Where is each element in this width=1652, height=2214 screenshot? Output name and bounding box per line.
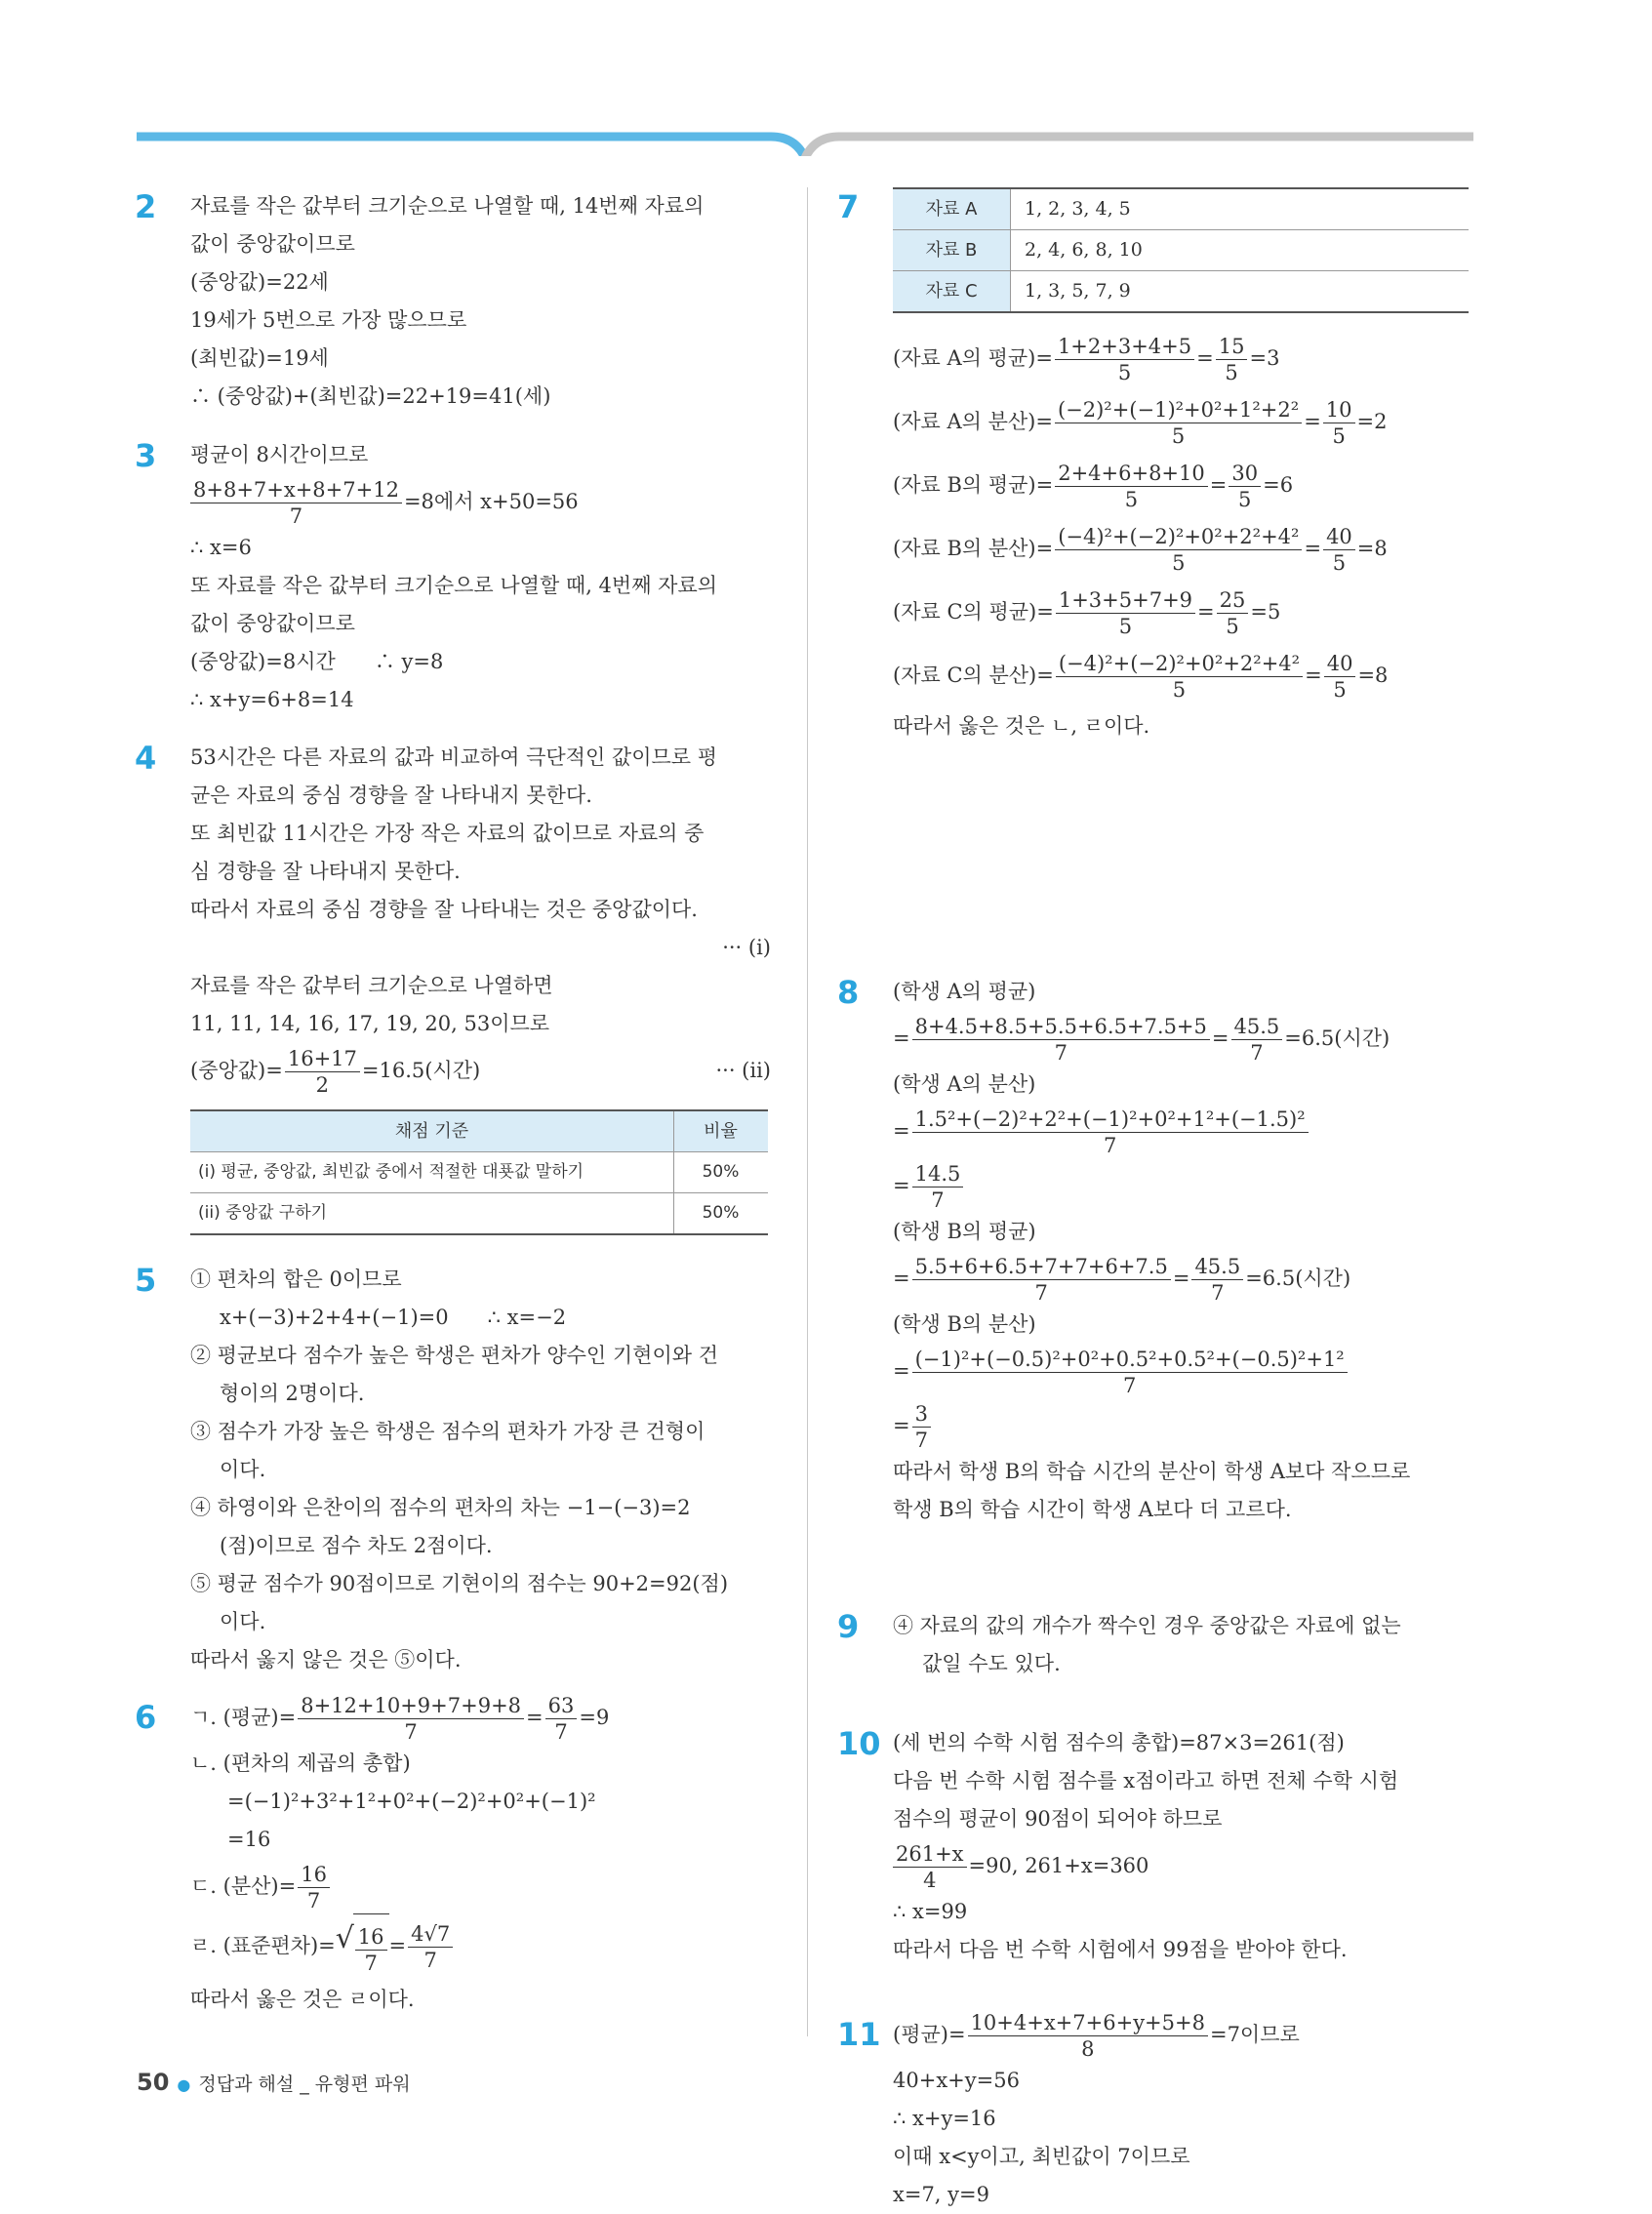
bullet-icon: ● xyxy=(177,2075,191,2094)
table-cell: 자료 B xyxy=(893,230,1011,271)
text-line: 이때 x<y이고, 최빈값이 7이므로 xyxy=(893,2145,1190,2168)
table-cell: 50% xyxy=(674,1193,769,1235)
text-line: 자료를 작은 값부터 크기순으로 나열할 때, 14번째 자료의 xyxy=(190,194,705,218)
equation-line: $\frac{261+x}{4}$ =90, 261+x=360 xyxy=(893,1838,1473,1893)
solution-7 xyxy=(839,187,1473,745)
solution-11 xyxy=(839,2007,1473,2214)
text-line: (점)이므로 점수 차도 2점이다. xyxy=(220,1534,493,1557)
text-line: 심 경향을 잘 나타내지 못한다. xyxy=(190,860,461,883)
text-line: (학생 A의 평균) xyxy=(893,980,1036,1003)
text-line: 따라서 자료의 중심 경향을 잘 나타내는 것은 중앙값이다. xyxy=(190,898,698,921)
step-marker: ··· (ii) xyxy=(715,1059,771,1082)
text-line: ∴ x=99 xyxy=(893,1900,968,1923)
text-line: 이다. xyxy=(220,1458,266,1481)
table-row xyxy=(893,188,1469,230)
solution-5 xyxy=(137,1261,771,1679)
equation-line: = $\frac{14.5}{7}$ xyxy=(893,1158,1473,1213)
table-row xyxy=(190,1193,768,1235)
problem-number: 4 xyxy=(135,740,157,777)
solution-4 xyxy=(137,739,771,1235)
problem-number: 2 xyxy=(135,188,157,225)
column-divider xyxy=(807,187,808,2036)
text-line: 값일 수도 있다. xyxy=(922,1652,1061,1675)
text-line: 점수의 평균이 90점이 되어야 하므로 xyxy=(893,1807,1223,1831)
fraction: $\frac{\text{(−4)²+(−2)²+0²+2²+4²}}{5}$ xyxy=(1055,524,1302,576)
fraction: $\frac{8+12+10+9+7+9+8}{7}$ xyxy=(298,1693,524,1745)
text-line: (세 번의 수학 시험 점수의 총합)=87×3=261(점) xyxy=(893,1731,1345,1754)
text-line: (중앙값)=8시간 ∴ y=8 xyxy=(190,650,444,673)
text-line: 자료를 작은 값부터 크기순으로 나열하면 xyxy=(190,974,553,997)
fraction: $\frac{1+2+3+4+5}{5}$ xyxy=(1055,334,1194,385)
page-footer xyxy=(137,2069,411,2096)
fraction: $\frac{45.5}{7}$ xyxy=(1231,1014,1283,1066)
text-line: 따라서 옳은 것은 ㄴ, ㄹ이다. xyxy=(893,714,1150,738)
equation-line: (자료 C의 분산)= $\frac{\text{(−4)²+(−2)²+0²+2²+4²}}{5}$ = $\frac{40}{5}$ =8 xyxy=(893,652,1389,702)
table-cell: 1, 2, 3, 4, 5 xyxy=(1011,188,1470,230)
text-line: 값이 중앙값이므로 xyxy=(190,232,355,256)
text-line: ⑤ 평균 점수가 90점이므로 기현이의 점수는 90+2=92(점) xyxy=(190,1572,729,1595)
text-line: (최빈값)=19세 xyxy=(190,346,329,370)
equation-line: (자료 C의 평균)= $\frac{1+3+5+7+9}{5}$ = $\frac{25}{5}$ =5 xyxy=(893,588,1281,638)
problem-number: 9 xyxy=(837,1608,860,1645)
text-line: ∴ x+y=16 xyxy=(893,2107,996,2130)
text-line: 따라서 다음 번 수학 시험에서 99점을 받아야 한다. xyxy=(893,1938,1348,1961)
equation-line: (자료 B의 분산)= $\frac{\text{(−4)²+(−2)²+0²+2²+4²}}{5}$ = $\frac{40}{5}$ =8 xyxy=(893,525,1388,575)
solution-2 xyxy=(137,187,771,416)
table-cell: 50% xyxy=(674,1152,769,1193)
problem-number: 6 xyxy=(135,1699,157,1736)
fraction: $\frac{1+3+5+7+9}{5}$ xyxy=(1056,587,1195,639)
table-cell: 자료 C xyxy=(893,271,1011,313)
text-line: 19세가 5번으로 가장 많으므로 xyxy=(190,308,467,332)
table-cell: (ii) 중앙값 구하기 xyxy=(190,1193,674,1235)
equation-line: = $\frac{5.5+6+6.5+7+7+6+7.5}{7}$ = $\frac{45.5}{7}$ =6.5(시간) xyxy=(893,1255,1351,1305)
text-line: =16 xyxy=(227,1828,271,1851)
text-line: ③ 점수가 가장 높은 학생은 점수의 편차가 가장 큰 건형이 xyxy=(190,1420,705,1443)
text-line: 학생 B의 학습 시간이 학생 A보다 더 고르다. xyxy=(893,1498,1292,1521)
text-line: (학생 B의 분산) xyxy=(893,1312,1036,1336)
fraction: $\frac{16}{7}$ xyxy=(298,1862,330,1913)
text-line: 형이의 2명이다. xyxy=(220,1382,365,1405)
table-row xyxy=(893,271,1469,313)
problem-number: 10 xyxy=(837,1725,881,1762)
equation-line: (중앙값)= $\frac{16+17}{2}$ =16.5(시간) ··· (ii) xyxy=(190,1043,771,1098)
problem-number: 3 xyxy=(135,437,157,474)
fraction: $\frac{\text{(−2)²+(−1)²+0²+1²+2²}}{5}$ xyxy=(1055,397,1302,449)
fraction: $\frac{10}{5}$ xyxy=(1323,397,1355,449)
fraction: $\frac{\text{(−1)²+(−0.5)²+0²+0.5²+0.5²+(−0.5)²+1²}}{7}$ xyxy=(912,1347,1348,1398)
equation-line: (자료 A의 분산)= $\frac{\text{(−2)²+(−1)²+0²+1²+2²}}{5}$ = $\frac{10}{5}$ =2 xyxy=(893,398,1388,448)
table-cell: 2, 4, 6, 8, 10 xyxy=(1011,230,1470,271)
step-marker: ··· (i) xyxy=(722,936,771,959)
text-line: 다음 번 수학 시험 점수를 x점이라고 하면 전체 수학 시험 xyxy=(893,1769,1399,1792)
text-line: 53시간은 다른 자료의 값과 비교하여 극단적인 값이므로 평 xyxy=(190,745,718,769)
text-line: ① 편차의 합은 0이므로 xyxy=(190,1268,402,1291)
equation-line: (평균)= $\frac{10+4+x+7+6+y+5+8}{8}$ =7이므로 xyxy=(893,2011,1300,2061)
text-line: 평균이 8시간이므로 xyxy=(190,443,369,466)
text-line: ㄴ. (편차의 제곱의 총합) xyxy=(190,1751,411,1775)
fraction: $\frac{\text{(−4)²+(−2)²+0²+2²+4²}}{5}$ xyxy=(1056,651,1303,703)
solution-9 xyxy=(839,1607,1473,1683)
header-bar xyxy=(0,0,1652,156)
text-line: ④ 자료의 값의 개수가 짝수인 경우 중앙값은 자료에 없는 xyxy=(893,1614,1401,1637)
text-line: ∴ (중앙값)+(최빈값)=22+19=41(세) xyxy=(190,384,551,408)
solution-8 xyxy=(839,973,1473,1529)
problem-number: 8 xyxy=(837,974,860,1011)
equation-line: ㄱ. (평균)= $\frac{8+12+10+9+7+9+8}{7}$ = $\frac{63}{7}$ =9 xyxy=(190,1694,610,1744)
text-line: 11, 11, 14, 16, 17, 19, 20, 53이므로 xyxy=(190,1012,550,1035)
data-table xyxy=(893,187,1469,313)
fraction: $\frac{40}{5}$ xyxy=(1324,651,1356,703)
square-root xyxy=(336,1913,389,1981)
fraction: $\frac{4√7}{7}$ xyxy=(408,1921,453,1973)
solution-6 xyxy=(137,1690,771,2019)
fraction: $\frac{\text{1.5²+(−2)²+2²+(−1)²+0²+1²+(−1.5)²}}{7}$ xyxy=(912,1107,1309,1158)
equation-line: = $\frac{\text{(−1)²+(−0.5)²+0²+0.5²+0.5²+(−0.5)²+1²}}{7}$ xyxy=(893,1344,1473,1398)
fraction: $\frac{16}{7}$ xyxy=(355,1924,387,1976)
text-line: ∴ x+y=6+8=14 xyxy=(190,688,354,711)
text-line: (중앙값)=22세 xyxy=(190,270,329,294)
equation-line: = $\frac{\text{1.5²+(−2)²+2²+(−1)²+0²+1²+(−1.5)²}}{7}$ xyxy=(893,1104,1473,1158)
text-line: 40+x+y=56 xyxy=(893,2069,1020,2092)
fraction: $\frac{16+17}{2}$ xyxy=(285,1046,360,1098)
text-line: ④ 하영이와 은찬이의 점수의 편차의 차는 −1−(−3)=2 xyxy=(190,1496,691,1519)
footer-title: 정답과 해설 _ 유형편 파워 xyxy=(198,2073,411,2095)
text-line: (학생 B의 평균) xyxy=(893,1220,1036,1243)
text-line: x+(−3)+2+4+(−1)=0 ∴ x=−2 xyxy=(220,1306,567,1329)
text-line: 값이 중앙값이므로 xyxy=(190,612,355,635)
text-line: 또 최빈값 11시간은 가장 작은 자료의 값이므로 자료의 중 xyxy=(190,822,705,845)
fraction: $\frac{63}{7}$ xyxy=(545,1693,578,1745)
equation-line: ㄷ. (분산)= $\frac{16}{7}$ xyxy=(190,1859,771,1913)
equation-line: (자료 A의 평균)= $\frac{1+2+3+4+5}{5}$ = $\frac{15}{5}$ =3 xyxy=(893,335,1280,384)
fraction: $\frac{40}{5}$ xyxy=(1323,524,1355,576)
problem-number: 7 xyxy=(837,188,860,225)
fraction: $\frac{8+4.5+8.5+5.5+6.5+7.5+5}{7}$ xyxy=(912,1014,1210,1066)
text-line: ∴ x=6 xyxy=(190,536,252,559)
table-cell: (i) 평균, 중앙값, 최빈값 중에서 적절한 대푯값 말하기 xyxy=(190,1152,674,1193)
page-number: 50 xyxy=(137,2069,170,2096)
table-cell: 자료 A xyxy=(893,188,1011,230)
solution-10 xyxy=(839,1724,1473,1969)
equation-line: = $\frac{8+4.5+8.5+5.5+6.5+7.5+5}{7}$ = $\frac{45.5}{7}$ =6.5(시간) xyxy=(893,1015,1390,1065)
table-row xyxy=(893,230,1469,271)
fraction: $\frac{25}{5}$ xyxy=(1217,587,1249,639)
problem-number: 11 xyxy=(837,2016,881,2053)
equation-line: $\frac{8+8+7+x+8+7+12}{7}$ =8에서 x+50=56 xyxy=(190,474,771,529)
equation-line: = $\frac{3}{7}$ xyxy=(893,1398,1473,1453)
text-line: 따라서 옳은 것은 ㄹ이다. xyxy=(190,1988,415,2011)
fraction: $\frac{14.5}{7}$ xyxy=(912,1161,964,1213)
fraction: $\frac{5.5+6+6.5+7+7+6+7.5}{7}$ xyxy=(912,1254,1171,1306)
text-line: 따라서 옳지 않은 것은 ⑤이다. xyxy=(190,1648,462,1671)
text-line: 균은 자료의 중심 경향을 잘 나타내지 못한다. xyxy=(190,784,592,807)
fraction: $\frac{2+4+6+8+10}{5}$ xyxy=(1055,461,1208,512)
equation-line: (자료 B의 평균)= $\frac{2+4+6+8+10}{5}$ = $\frac{30}{5}$ =6 xyxy=(893,462,1294,511)
table-header: 채점 기준 xyxy=(190,1110,674,1152)
text-line: ② 평균보다 점수가 높은 학생은 편차가 양수인 기현이와 건 xyxy=(190,1344,718,1367)
text-line: =(−1)²+3²+1²+0²+(−2)²+0²+(−1)² xyxy=(227,1790,596,1813)
fraction: $\frac{8+8+7+x+8+7+12}{7}$ xyxy=(190,477,402,529)
table-cell: 1, 3, 5, 7, 9 xyxy=(1011,271,1470,313)
text-line: x=7, y=9 xyxy=(893,2183,989,2206)
text-line: 이다. xyxy=(220,1610,266,1633)
fraction: $\frac{45.5}{7}$ xyxy=(1191,1254,1243,1306)
radical-icon: √ xyxy=(335,1921,354,1955)
fraction: $\frac{3}{7}$ xyxy=(912,1401,931,1453)
table-row xyxy=(190,1152,768,1193)
text-line: (학생 A의 분산) xyxy=(893,1072,1036,1096)
text-line: 따라서 학생 B의 학습 시간의 분산이 학생 A보다 작으므로 xyxy=(893,1460,1411,1483)
equation-line: ㄹ. (표준편차)= √ $\frac{16}{7}$ = $\frac{4√7}{7}$ xyxy=(190,1913,771,1981)
fraction: $\frac{261+x}{4}$ xyxy=(893,1841,967,1893)
table-header: 비율 xyxy=(674,1110,769,1152)
fraction: $\frac{10+4+x+7+6+y+5+8}{8}$ xyxy=(968,2010,1208,2062)
problem-number: 5 xyxy=(135,1262,157,1299)
fraction: $\frac{30}{5}$ xyxy=(1229,461,1261,512)
solution-3 xyxy=(137,436,771,719)
text-line: 또 자료를 작은 값부터 크기순으로 나열할 때, 4번째 자료의 xyxy=(190,574,718,597)
grading-table xyxy=(190,1109,768,1235)
fraction: $\frac{15}{5}$ xyxy=(1216,334,1248,385)
